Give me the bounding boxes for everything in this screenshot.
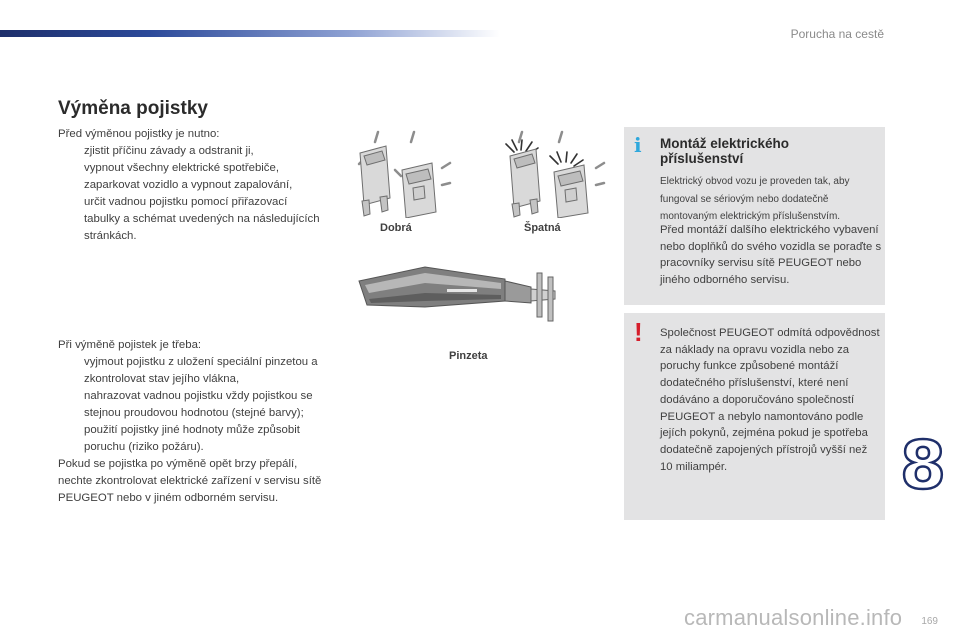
list-item: nahrazovat vadnou pojistku vždy pojistkou se stejnou proudovou hodnotou (stejné barvy); použití pojistky jiné hodnoty může způsobit poruchu (riziko požáru). bbox=[84, 390, 313, 453]
info-box-title: Montáž elektrického příslušenství bbox=[660, 136, 790, 166]
replace-lead: Při výměně pojistek je třeba: bbox=[58, 339, 202, 351]
section-title: Porucha na cestě bbox=[790, 27, 884, 41]
replace-section bbox=[58, 337, 323, 507]
header-accent-bar bbox=[0, 30, 500, 37]
list-item: zjistit příčinu závady a odstranit ji, bbox=[84, 145, 254, 157]
intro-section bbox=[58, 126, 323, 245]
replace-list bbox=[58, 354, 323, 456]
info-icon: i bbox=[634, 133, 642, 157]
tweezers-illustration bbox=[355, 255, 570, 327]
list-item: zaparkovat vozidlo a vypnout zapalování, bbox=[84, 179, 293, 191]
list-item: vyjmout pojistku z uložení speciální pinzetou a zkontrolovat stav jejího vlákna, bbox=[84, 356, 318, 385]
replace-closing: Pokud se pojistka po výměně opět brzy přepálí, nechte zkontrolovat elektrické zařízení v servisu sítě PEUGEOT nebo v jiném odborném servisu. bbox=[58, 458, 322, 504]
list-item: určit vadnou pojistku pomocí přiřazovací tabulky a schémat uvedených na následujících stránkách. bbox=[84, 196, 320, 242]
info-box-body: Před montáží dalšího elektrického vybavení nebo doplňků do svého vozidla se poraďte s pracovníky servisu sítě PEUGEOT nebo jiného odborného servisu. bbox=[660, 224, 882, 286]
intro-lead: Před výměnou pojistky je nutno: bbox=[58, 128, 220, 140]
intro-list bbox=[58, 143, 323, 245]
info-box-small-text: Elektrický obvod vozu je proveden tak, aby fungoval se sériovým nebo dodatečně montovaným elektrickým příslušenstvím. bbox=[660, 176, 850, 222]
good-fuse-label: Dobrá bbox=[380, 222, 412, 234]
page-number: 169 bbox=[921, 616, 938, 627]
chapter-number: 8 bbox=[900, 427, 946, 504]
warning-icon: ! bbox=[634, 317, 643, 347]
tweezers-label: Pinzeta bbox=[449, 350, 488, 362]
page-title: Výměna pojistky bbox=[58, 98, 208, 119]
bad-fuses-illustration bbox=[500, 128, 608, 218]
warning-box bbox=[624, 313, 885, 520]
watermark: carmanualsonline.info bbox=[684, 605, 903, 630]
good-fuses-illustration bbox=[350, 128, 455, 218]
bad-fuse-label: Špatná bbox=[524, 222, 561, 234]
list-item: vypnout všechny elektrické spotřebiče, bbox=[84, 162, 280, 174]
info-box-accessories bbox=[624, 127, 885, 305]
warning-box-body: Společnost PEUGEOT odmítá odpovědnost za náklady na opravu vozidla nebo za poruchy funkce způsobené montáží dodatečného příslušenství, které není dodáváno a doporučováno společností PEUGEOT a nebylo namontováno podle jejích pokynů, zejména pokud je spotřeba dodatečně zapojených přístrojů vyšší než 10 miliampér. bbox=[660, 327, 880, 473]
